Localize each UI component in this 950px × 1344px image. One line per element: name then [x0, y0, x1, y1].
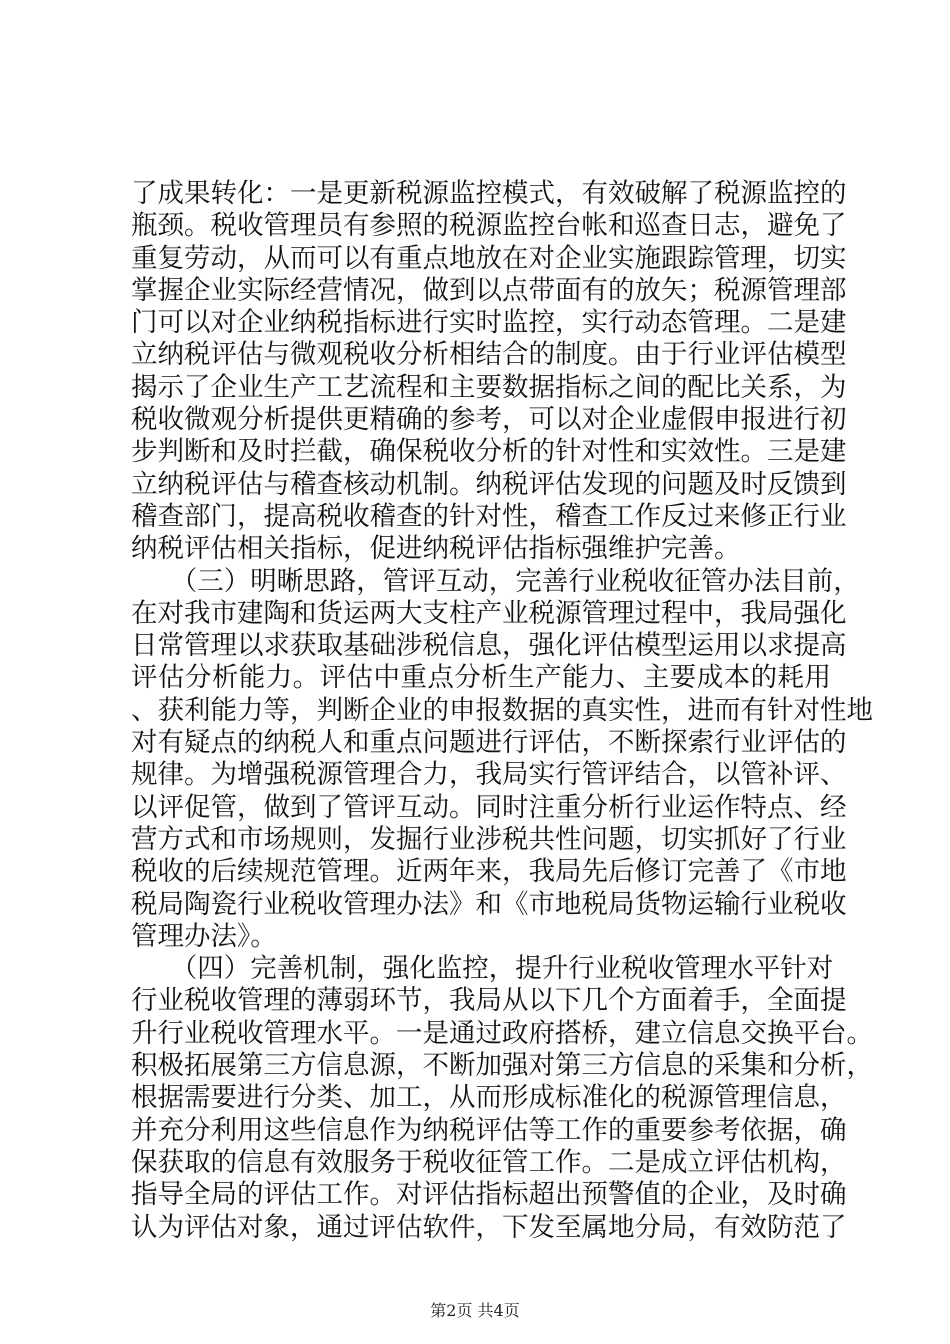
text-line: 了成果转化：一是更新税源监控模式，有效破解了税源监控的 [131, 178, 847, 209]
page-number: 第2页 共4页 [430, 1301, 520, 1320]
text-line: 纳税评估相关指标，促进纳税评估指标强维护完善。 [131, 533, 741, 565]
text-line: 税局陶瓷行业税收管理办法》和《市地税局货物运输行业税收 [131, 888, 847, 920]
text-line: 认为评估对象，通过评估软件，下发至属地分局，有效防范了 [131, 1211, 847, 1243]
text-line: 稽查部门，提高税收稽查的针对性，稽查工作反过来修正行业 [131, 500, 847, 532]
text-line: 步判断和及时拦截，确保税收分析的针对性和实效性。三是建 [131, 436, 847, 468]
text-line: 日常管理以求获取基础涉税信息，强化评估模型运用以求提高 [131, 630, 847, 662]
text-line: 并充分利用这些信息作为纳税评估等工作的重要参考依据，确 [131, 1114, 847, 1146]
text-line: 立纳税评估与稽查核动机制。纳税评估发现的问题及时反馈到 [131, 468, 847, 500]
text-line: 对有疑点的纳税人和重点问题进行评估，不断探索行业评估的 [131, 727, 847, 759]
text-line: 门可以对企业纳税指标进行实时监控，实行动态管理。二是建 [131, 307, 847, 339]
text-line: 评估分析能力。评估中重点分析生产能力、主要成本的耗用 [131, 662, 831, 694]
text-line: 以评促管，做到了管评互动。同时注重分析行业运作特点、经 [131, 791, 847, 823]
text-line: 瓶颈。税收管理员有参照的税源监控台帐和巡查日志，避免了 [131, 210, 847, 242]
text-line: 管理办法》。 [131, 920, 277, 952]
text-line: 行业税收管理的薄弱环节，我局从以下几个方面着手，全面提 [131, 985, 847, 1017]
text-line: （三）明晰思路，管评互动，完善行业税收征管办法目前， [131, 565, 860, 597]
text-line: 根据需要进行分类、加工，从而形成标准化的税源管理信息， [131, 1082, 847, 1114]
text-line: （四）完善机制，强化监控，提升行业税收管理水平针对 [131, 953, 834, 985]
document-body [131, 178, 873, 1244]
text-line: 指导全局的评估工作。对评估指标超出预警值的企业，及时确 [131, 1179, 847, 1211]
text-line: 营方式和市场规则，发掘行业涉税共性问题，切实抓好了行业 [131, 823, 847, 855]
text-line: 规律。为增强税源管理合力，我局实行管评结合，以管补评、 [131, 759, 847, 791]
text-line: 立纳税评估与微观税收分析相结合的制度。由于行业评估模型 [131, 339, 847, 371]
text-line: 升行业税收管理水平。一是通过政府搭桥，建立信息交换平台。 [131, 1017, 873, 1049]
text-line: 在对我市建陶和货运两大支柱产业税源管理过程中，我局强化 [131, 597, 847, 629]
text-line: 税收微观分析提供更精确的参考，可以对企业虚假申报进行初 [131, 404, 847, 436]
text-line: 积极拓展第三方信息源，不断加强对第三方信息的采集和分析， [131, 1050, 873, 1082]
text-line: 重复劳动，从而可以有重点地放在对企业实施跟踪管理，切实 [131, 242, 847, 274]
text-line: 掌握企业实际经营情况，做到以点带面有的放矢；税源管理部 [131, 274, 847, 306]
text-line: 保获取的信息有效服务于税收征管工作。二是成立评估机构， [131, 1146, 847, 1178]
text-line: 揭示了企业生产工艺流程和主要数据指标之间的配比关系，为 [131, 371, 847, 403]
text-line: 、获利能力等，判断企业的申报数据的真实性，进而有针对性地 [131, 694, 873, 726]
text-line: 税收的后续规范管理。近两年来，我局先后修订完善了《市地 [131, 856, 847, 888]
